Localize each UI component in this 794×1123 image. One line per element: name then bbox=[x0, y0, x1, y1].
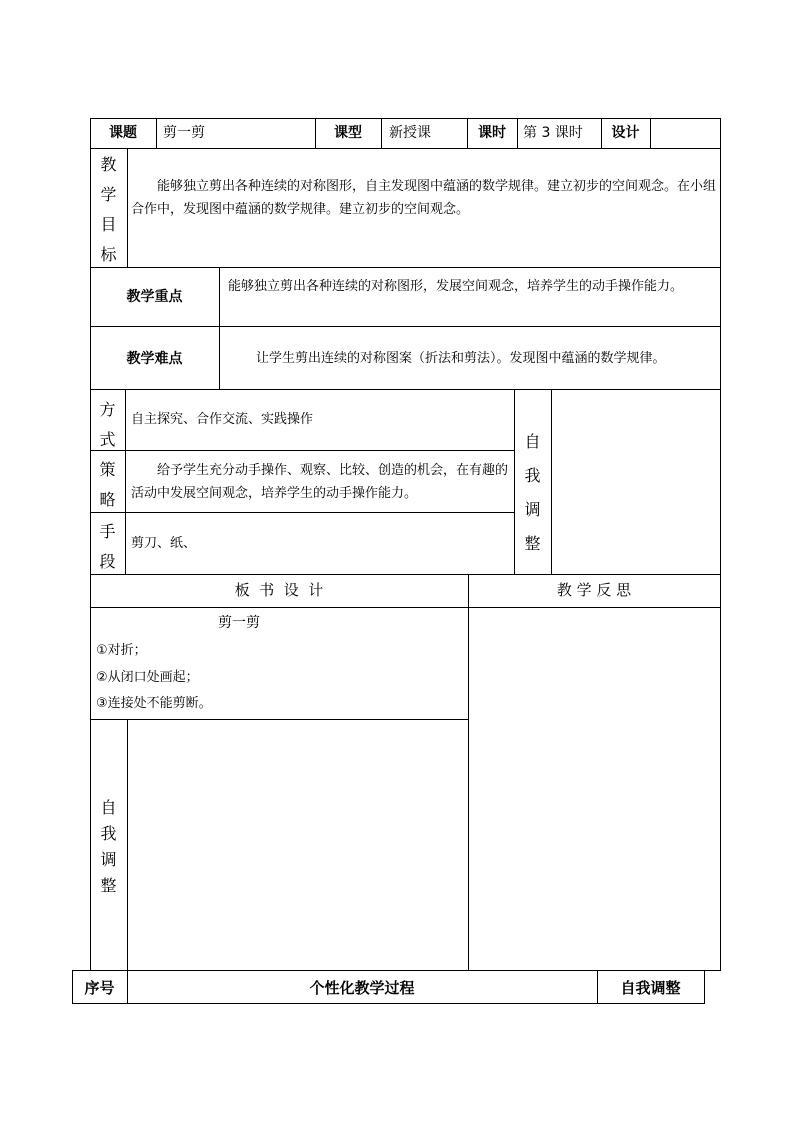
key-point-label: 教学重点 bbox=[126, 289, 183, 305]
self-adjust-char: 我 bbox=[100, 824, 117, 843]
method-label bbox=[90, 395, 125, 455]
rule bbox=[90, 574, 721, 575]
footer-adjust-label: 自我调整 bbox=[620, 979, 681, 997]
rule bbox=[650, 118, 651, 148]
label-type: 课型 bbox=[334, 125, 362, 141]
rule bbox=[156, 118, 157, 148]
means-label-char: 段 bbox=[99, 552, 116, 571]
label-period: 课时 bbox=[478, 125, 506, 141]
rule bbox=[219, 267, 220, 389]
rule bbox=[90, 719, 469, 720]
difficulty-text: 让学生剪出连续的对称图案（折法和剪法）。发现图中蕴涵的数学规律。 bbox=[256, 351, 666, 366]
rule bbox=[90, 450, 514, 451]
strategy-label-char: 策 bbox=[99, 460, 116, 479]
footer-seq-label: 序号 bbox=[84, 979, 115, 997]
rule bbox=[90, 267, 721, 268]
difficulty-label: 教学难点 bbox=[126, 351, 183, 367]
rule bbox=[90, 326, 721, 327]
board-item: ①对折； bbox=[96, 643, 147, 658]
rule bbox=[127, 719, 128, 970]
means-label bbox=[90, 517, 125, 577]
rule bbox=[720, 118, 721, 971]
method-label-char: 式 bbox=[99, 430, 116, 449]
self-adjust-bottom-label bbox=[90, 795, 127, 899]
rule bbox=[90, 148, 721, 149]
method-text: 自主探究、合作交流、实践操作 bbox=[131, 412, 314, 427]
type-value: 新授课 bbox=[389, 125, 431, 141]
self-adjust-char: 自 bbox=[524, 432, 541, 451]
goals-label-char: 目 bbox=[100, 215, 117, 234]
reflection-header: 教 学 反 思 bbox=[556, 581, 632, 599]
method-label-char: 方 bbox=[99, 400, 116, 419]
board-title: 剪一剪 bbox=[218, 615, 260, 631]
board-item: ②从闭口处画起； bbox=[96, 670, 199, 685]
means-label-char: 手 bbox=[99, 522, 116, 541]
rule bbox=[72, 1003, 705, 1004]
rule bbox=[125, 389, 126, 574]
rule bbox=[90, 389, 721, 390]
rule bbox=[468, 574, 469, 970]
rule bbox=[517, 118, 518, 148]
self-adjust-char: 整 bbox=[524, 534, 541, 553]
self-adjust-char: 调 bbox=[524, 500, 541, 519]
goals-label-char: 标 bbox=[100, 245, 117, 264]
self-adjust-char: 我 bbox=[524, 466, 541, 485]
rule bbox=[704, 970, 705, 1003]
goals-label-char: 学 bbox=[100, 185, 117, 204]
goals-label-char: 教 bbox=[100, 155, 117, 174]
strategy-label bbox=[90, 455, 125, 515]
period-value: 第 3 课时 bbox=[523, 125, 583, 141]
self-adjust-char: 整 bbox=[100, 876, 117, 895]
key-point-text: 能够独立剪出各种连续的对称图形，发展空间观念，培养学生的动手操作能力。 bbox=[228, 279, 684, 294]
label-title: 课题 bbox=[109, 125, 137, 141]
rule bbox=[90, 118, 721, 119]
rule bbox=[551, 389, 552, 574]
board-item: ③连接处不能剪断。 bbox=[96, 696, 212, 711]
board-design-header: 板 书 设 计 bbox=[234, 581, 324, 599]
self-adjust-top-label bbox=[514, 425, 551, 561]
goals-text: 能够独立剪出各种连续的对称图形，自主发现图中蕴涵的数学规律。建立初步的空间观念。在小组合作中，发现图中蕴涵的数学规律。建立初步的空间观念。 bbox=[131, 179, 717, 217]
title-value: 剪一剪 bbox=[163, 125, 205, 141]
means-text: 剪刀、纸、 bbox=[131, 536, 197, 551]
self-adjust-char: 自 bbox=[100, 798, 117, 817]
strategy-label-char: 略 bbox=[99, 490, 116, 509]
strategy-text: 给予学生充分动手操作、观察、比较、创造的机会，在有趣的活动中发展空间观念，培养学生的动手操作能力。 bbox=[131, 463, 509, 501]
rule bbox=[90, 512, 514, 513]
goals-label bbox=[90, 150, 127, 270]
self-adjust-char: 调 bbox=[100, 850, 117, 869]
rule bbox=[72, 970, 721, 971]
label-design: 设计 bbox=[611, 125, 640, 141]
rule bbox=[127, 148, 128, 267]
rule bbox=[90, 607, 721, 608]
rule bbox=[381, 118, 382, 148]
footer-process-label: 个性化教学过程 bbox=[309, 979, 415, 997]
